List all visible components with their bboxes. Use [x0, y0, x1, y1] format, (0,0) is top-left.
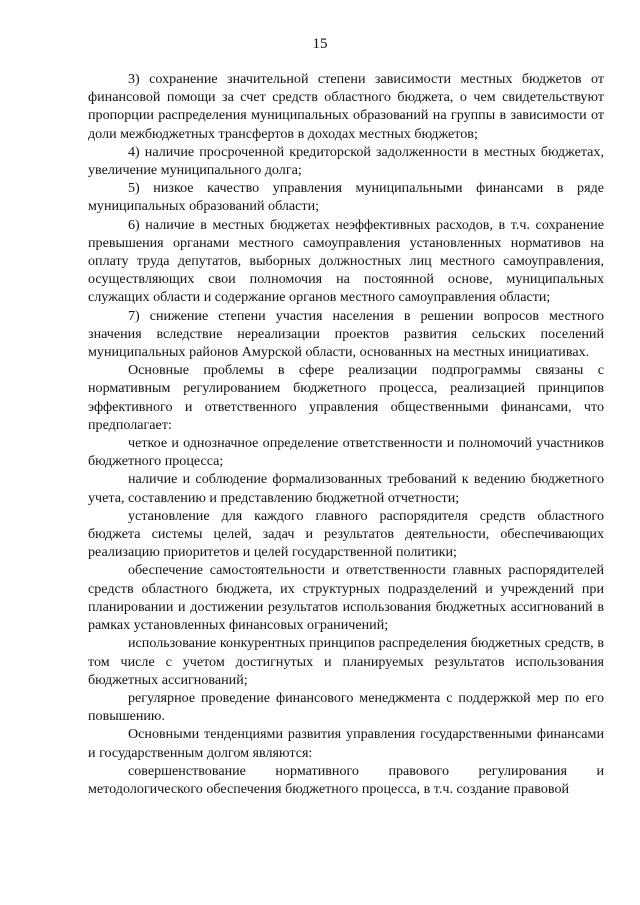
paragraph-item-7: 7) снижение степени участия населения в решении вопросов местного значения вследствие нереализации проектов развития сельских поселений муниципальных районов Амурской области, основанных на местных инициативах. — [88, 307, 604, 361]
paragraph-main-problems: Основные проблемы в сфере реализации подпрограммы связаны с нормативным регулированием бюджетного процесса, реализацией принципов эффективного и ответственного управления общественными финансами, что предполагает: — [88, 362, 604, 433]
paragraph-item-6: 6) наличие в местных бюджетах неэффективных расходов, в т.ч. сохранение превышения органами местного самоуправления установленных нормативов на оплату труда депутатов, выборных должностных лиц местного самоуправления, осуществляющих свои полномочия на постоянной основе, муниципальных служащих области и содержание органов местного самоуправления области; — [88, 216, 604, 306]
paragraph-item-4: 4) наличие просроченной кредиторской задолженности в местных бюджетах, увеличение муниципального долга; — [88, 143, 604, 179]
paragraph-accounting-requirements: наличие и соблюдение формализованных требований к ведению бюджетного учета, составлению и представлению бюджетной отчетности; — [88, 471, 604, 506]
paragraph-responsibility: четкое и однозначное определение ответственности и полномочий участников бюджетного процесса; — [88, 435, 604, 470]
paragraph-item-5: 5) низкое качество управления муниципальными финансами в ряде муниципальных образований области; — [88, 180, 604, 215]
paragraph-financial-management: регулярное проведение финансового менеджмента с поддержкой мер по его повышению. — [88, 689, 604, 725]
paragraph-main-trends: Основными тенденциями развития управления государственными финансами и государственным долгом являются: — [88, 726, 604, 761]
paragraph-goals-system: установление для каждого главного распорядителя средств областного бюджета системы целей, задач и результатов деятельности, обеспечивающих реализацию приоритетов и целей государственной политики; — [88, 507, 604, 561]
paragraph-competitive-principles: использование конкурентных принципов распределения бюджетных средств, в том числе с учетом достигнутых и планируемых результатов использования бюджетных ассигнований; — [88, 635, 604, 688]
document-body — [88, 70, 604, 798]
paragraph-independence: обеспечение самостоятельности и ответственности главных распорядителей средств областного бюджета, их структурных подразделений и учреждений при планировании и достижении результатов использования бюджетных ассигнований в рамках установленных финансовых ограничений; — [88, 562, 604, 634]
page-number: 15 — [312, 36, 328, 52]
paragraph-item-3: 3) сохранение значительной степени зависимости местных бюджетов от финансовой помощи за счет средств областного бюджета, о чем свидетельствуют пропорции распределения муниципальных образований на группы в зависимости от доли межбюджетных трансфертов в доходах местных бюджетов; — [88, 71, 604, 142]
paragraph-improvement: совершенствование нормативного правового регулирования и методологического обеспечения бюджетного процесса, в т.ч. создание правовой — [88, 762, 604, 797]
